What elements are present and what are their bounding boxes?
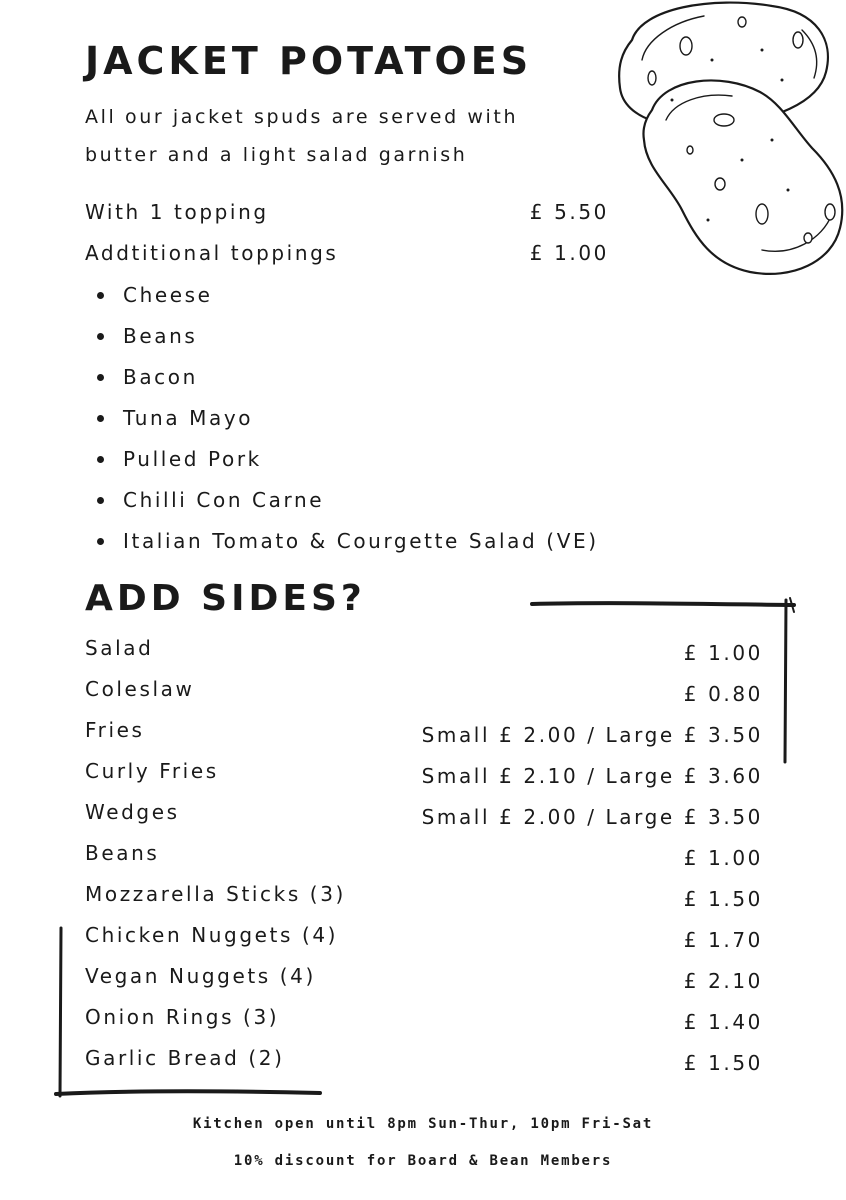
side-price: Small £ 2.00 / Large £ 3.50	[421, 805, 763, 829]
side-price: Small £ 2.10 / Large £ 3.60	[421, 764, 763, 788]
list-item	[85, 923, 763, 964]
sides-list	[85, 636, 763, 1087]
side-price: £ 1.40	[683, 1010, 763, 1034]
intro-line-2: butter and a light salad garnish	[85, 144, 468, 166]
page-title: JACKET POTATOES	[85, 39, 533, 83]
topping-item: Italian Tomato & Courgette Salad (VE)	[95, 527, 599, 568]
toppings-list	[95, 281, 599, 568]
topping-item: Pulled Pork	[95, 445, 599, 486]
list-item	[85, 718, 763, 759]
member-discount: 10% discount for Board & Bean Members	[233, 1153, 613, 1169]
topping-item: Tuna Mayo	[95, 404, 599, 445]
list-item	[85, 636, 763, 677]
side-price: £ 0.80	[683, 682, 763, 706]
side-name: Fries	[85, 718, 145, 742]
side-name: Chicken Nuggets (4)	[85, 923, 339, 947]
side-name: Vegan Nuggets (4)	[85, 964, 316, 988]
price-label: Addtitional toppings	[85, 241, 339, 265]
list-item	[85, 759, 763, 800]
intro-line-1: All our jacket spuds are served with	[85, 106, 519, 128]
list-item	[85, 800, 763, 841]
price-row-additional-toppings	[85, 241, 609, 269]
list-item	[85, 1005, 763, 1046]
side-price: £ 1.70	[683, 928, 763, 952]
side-price: £ 1.00	[683, 846, 763, 870]
potatoes-illustration-icon	[612, 0, 846, 280]
kitchen-hours: Kitchen open until 8pm Sun-Thur, 10pm Fri-Sat	[192, 1116, 654, 1132]
jacket-intro	[85, 98, 518, 174]
topping-item: Chilli Con Carne	[95, 486, 599, 527]
side-price: £ 1.00	[683, 641, 763, 665]
side-price: £ 1.50	[683, 887, 763, 911]
side-name: Salad	[85, 636, 154, 660]
side-name: Curly Fries	[85, 759, 219, 783]
side-name: Beans	[85, 841, 160, 865]
list-item	[85, 841, 763, 882]
topping-item: Beans	[95, 322, 599, 363]
list-item	[85, 964, 763, 1005]
price-row-one-topping	[85, 200, 609, 228]
list-item	[85, 1046, 763, 1087]
topping-item: Bacon	[95, 363, 599, 404]
side-price: £ 2.10	[683, 969, 763, 993]
price-value: £ 5.50	[529, 200, 609, 224]
side-name: Garlic Bread (2)	[85, 1046, 285, 1070]
side-name: Onion Rings (3)	[85, 1005, 280, 1029]
price-value: £ 1.00	[529, 241, 609, 265]
price-label: With 1 topping	[85, 200, 269, 224]
list-item	[85, 677, 763, 718]
topping-item: Cheese	[95, 281, 599, 322]
sides-title: ADD SIDES?	[85, 578, 366, 619]
side-name: Coleslaw	[85, 677, 195, 701]
side-price: Small £ 2.00 / Large £ 3.50	[421, 723, 763, 747]
list-item	[85, 882, 763, 923]
side-name: Wedges	[85, 800, 180, 824]
side-price: £ 1.50	[683, 1051, 763, 1075]
side-name: Mozzarella Sticks (3)	[85, 882, 346, 906]
